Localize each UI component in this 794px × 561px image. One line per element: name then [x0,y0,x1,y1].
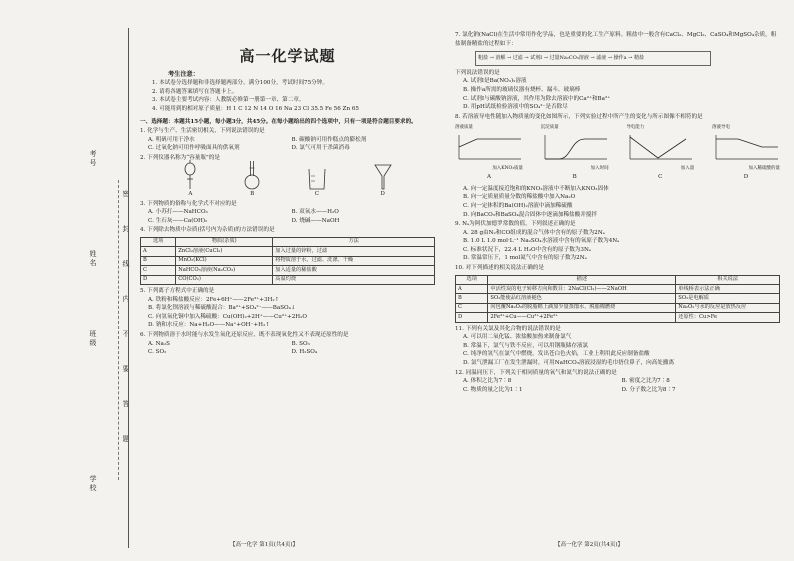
table-cell: A [456,285,488,294]
option: C. 向一定体积的Ba(OH)₂溶液中滴加稀硫酸 [463,202,573,209]
question-stem: 8. 若溶液导电性随加入物质量的变化如图所示，下列实验过程中所产生的变化与所示图像不相符的是 [455,113,703,120]
table-cell: MnO₂(KCl) [176,256,273,265]
table-row [141,247,435,256]
question-6 [140,331,435,357]
footer-left: 【高一化学 第1页(共4页)】 [230,542,299,548]
curve-plot [712,133,780,161]
table-cell: D [456,313,488,322]
mini-chart-d [712,124,780,181]
option: B. 1.0 L 1.0 mol·L⁻¹ Na₂SO₄水溶液中含有的氧原子数为4Nₐ [463,238,620,245]
question-9 [455,220,780,263]
chart-ylabel: 溶液导电 [711,125,730,131]
seal-char: 内 [122,295,130,304]
flow-step: 溶解 [495,55,506,62]
exam-title: 高一化学试题 [239,47,336,65]
seal-char: 答 [122,400,130,409]
question-stem: 11. 下列有关氯及其化合物的说法错误的是 [455,325,561,332]
label-school: 学校 [89,475,97,493]
seal-char: 密 [122,190,130,199]
left-column [140,30,435,357]
table-header: 相关说法 [676,275,780,284]
option: D. 用pH试纸检验溶液中的SO₄²⁻是否除尽 [463,104,568,111]
chart-xlabel: 加入量 [680,165,695,171]
table-row [141,266,435,275]
question-stem: 2. 下列仪器名称为“容量瓶”的是 [140,154,220,161]
option: A. Na₂S [148,340,170,347]
seal-char: 要 [122,365,130,374]
table-header-row [141,237,435,246]
section-heading: 一、选择题：本题共15小题，每小题3分，共45分。在每小题给出的四个选项中，只有一项是符合题目要求的。 [140,118,417,125]
question-stem: 10. 对下列描述的相关说法正确的是 [455,265,544,272]
table-cell: B [141,256,176,265]
option-label: B [250,190,255,197]
option: D. 氯气可用于杀菌消毒 [291,145,350,152]
flow-step: 粗盐 [478,55,489,62]
question-stem: 6. 下列物质溶于水时能与水发生氧化还原反应，既不表现氧化性又不表现还原性的是 [140,331,349,338]
chart-label: A [486,174,492,181]
right-column [455,30,780,394]
option: C. 向氢氧化铜中加入稀硫酸：Cu(OH)₂+2H⁺——Cu²⁺+2H₂O [148,313,308,320]
option: A. 可以用二氧化锰、浓盐酸加热来制备氯气 [463,334,572,341]
question-stem: 5. 下列离子方程式中正确的是 [140,287,215,294]
option: A. 小苏打——NaHCO₃ [148,209,208,216]
option: D. 钠和水反应：Na+H₂O——Na⁺+OH⁻+H₂↑ [148,322,270,329]
flow-step: 滤液 [596,55,607,62]
table-cell: NaHCO₃溶液(Na₂CO₃) [176,266,273,275]
chart-label: B [572,174,577,181]
table-cell: C [141,266,176,275]
seal-char: 线 [122,260,130,269]
question-stem: 3. 下列物质的俗称与化学式不对应的是 [140,200,237,207]
option: B. 常温下，氯气与铁不反应，可以用钢瓶储存液氯 [463,342,589,349]
question-12 [455,369,780,395]
notice-item: 4. 可能用到的相对原子质量：H 1 C 12 N 14 O 16 Na 23 Cl 35.5 Fe 56 Zn 65 [152,105,359,112]
chart-xlabel: 加入时间 [590,165,609,171]
binding-line [128,28,129,548]
option: D. 烧碱——NaOH [291,217,340,224]
option: C. 过氧化钠可用作呼吸面具的供氧剂 [148,145,240,152]
question-5 [140,287,435,330]
description-table [455,275,780,323]
chart-ylabel: 溶液质量 [455,125,473,131]
option: B. 将氯化钡溶液与稀硫酸混合：Ba²⁺+SO₄²⁻——BaSO₄↓ [148,305,296,312]
table-cell: 单线桥表示法正确 [676,285,780,294]
table-cell: CO(CO₂) [176,275,273,284]
option: A. 试剂Ⅰ是Ba(NO₃)₂溶液 [463,78,527,85]
question-ask: 下列说法错误的是 [455,69,500,76]
flow-step: 操作a [613,55,627,62]
question-stem: 12. 同温同压下，下列关于相同质量的氧气和氮气的说法正确的是 [455,369,617,376]
curve-plot [541,133,609,161]
footer-right: 【高一化学 第2页(共4页)】 [555,542,624,548]
table-cell: 高温灼烧 [273,275,435,284]
notice-item: 2. 请将各题答案填写在答题卡上。 [152,88,238,95]
notice-item: 3. 本试卷主要考试内容：人教版必修第一册第一章、第二章。 [152,97,305,104]
option: C. 物质的量之比为1∶1 [463,386,523,393]
question-11 [455,325,780,368]
table-header: 方法 [273,237,435,246]
chart-label: C [658,174,663,181]
table-cell: A [141,247,176,256]
table-header: 选项 [141,237,176,246]
question-stem: 4. 下列除去物质中杂质(括号内为杂质)的方法错误的是 [140,227,275,234]
mini-chart-c [626,124,694,181]
flow-step: 过滤 [512,55,523,62]
option-label: D [380,190,385,197]
question-stem: 9. Nₐ为阿伏加德罗常数的值，下列叙述正确的是 [455,221,576,228]
option: D. H₂SO₄ [291,349,318,356]
question-4 [140,226,435,285]
question-2 [140,154,435,199]
beaker-icon [307,168,327,190]
option: C. SO₂ [148,349,167,356]
question-7 [455,31,780,112]
question-10 [455,264,780,323]
table-cell: 将物质溶于水，过滤、洗涤、干燥 [273,256,435,265]
chart-ylabel: 导电能力 [626,125,645,131]
table-header: 选项 [456,275,488,284]
option: C. 试剂Ⅰ与碳酸钠溶液，其作用为除去溶液中的Ca²⁺和Ba²⁺ [463,95,611,102]
separatory-funnel-icon [183,160,197,190]
table-cell: B [456,294,488,303]
mini-chart-a [455,124,523,181]
table-cell: D [141,275,176,284]
option: D. 向BaCO₃和BaSO₄混合固体中逐滴加稀盐酸并搅拌 [463,211,598,218]
table-header-row [456,275,780,284]
table-row [456,294,780,303]
glassware-options [140,163,435,199]
chart-ylabel: 沉淀质量 [540,125,559,131]
curve-plot [455,133,523,161]
table-row [141,275,435,284]
table-row [456,313,780,322]
question-3 [140,200,435,226]
option: D. 氯气泄漏工厂在发生泄漏时，可用NaHCO₃溶液浸湿的毛巾捂住鼻子，向高处撤离 [463,360,675,367]
table-cell: ZnCl₂溶液(CuCl₂) [176,247,273,256]
question-stem: 7. 氯化钠(NaCl)在生活中常用作化学品，也是重要的化工生产原料。粗盐中一般含有CaCl₂、MgCl₂、CaSO₄和MgSO₄杂质，粗盐制备精盐的过程如下： [455,32,777,47]
label-name: 姓名 [89,250,97,268]
impurity-table [140,237,435,285]
table-cell: 加入过量的锌粉，过滤 [273,247,435,256]
flow-step: 试剂Ⅰ [530,55,543,62]
curve-plot [626,133,694,161]
volumetric-flask-icon [244,160,260,190]
option: B. 操作a所需的玻璃仪器有烧杯、漏斗、玻璃棒 [463,86,581,93]
table-cell: 向包覆Na₂O₂的脱脂棉上滴加少量蒸馏水，脱脂棉燃烧 [488,303,676,312]
chart-xlabel: 加入KNO₃质量 [492,165,523,171]
table-row [456,285,780,294]
table-cell: C [456,303,488,312]
table-cell: 2Fe³⁺+Cu——Cu²⁺+2Fe²⁺ [488,313,676,322]
q8-charts [455,124,780,181]
option: C. 标准状况下，22.4 L H₂O中含有的原子数为3Nₐ [463,246,591,253]
funnel-icon [374,164,392,190]
table-cell: 中活性炭的电子转移方向和数目：2NaCl(Cl₂)——2NaOH [488,285,676,294]
option: D. 分子数之比为8∶7 [621,386,676,393]
table-header: 描述 [488,275,676,284]
option: B. SO₃ [291,340,310,347]
seal-char: 题 [122,435,130,444]
seal-char: 封 [122,225,130,234]
option: B. 密度之比为7∶8 [621,378,670,385]
table-cell: SO₂是电解质 [676,294,780,303]
option: A. 铁粉和稀盐酸反应：2Fe+6H⁺——2Fe³⁺+3H₂↑ [148,296,280,303]
purification-flowchart: 粗盐 → 溶解 → 过滤 → 试剂Ⅰ → 过量Na₂CO₃溶液 → 滤液 → 操作a → 精盐 [475,51,711,66]
flow-step: 过量Na₂CO₃溶液 [549,55,589,62]
label-exam-number: 考号 [89,150,97,168]
table-cell: 还原性：Cu>Fe [676,313,780,322]
notice-heading: 考生注意： [168,70,199,78]
table-cell: SO₂能使品红溶液褪色 [488,294,676,303]
table-row [456,303,780,312]
option: A. 体积之比为7∶8 [463,378,512,385]
table-row [141,256,435,265]
notice-list [152,79,435,113]
option: C. 生石灰——Ca(OH)₂ [148,217,208,224]
notice-item: 1. 本试卷分选择题和非选择题两部分。满分100分，考试时间75分钟。 [152,80,328,87]
chart-xlabel: 加入稀硫酸的量 [748,165,780,171]
table-cell: 加入适量的稀盐酸 [273,266,435,275]
option: B. 碳酸钠可用作糕点的膨松剂 [291,136,367,143]
seal-char: 不 [122,330,130,339]
binding-strip [0,0,130,561]
question-1 [140,127,435,153]
table-cell: Na₂O₂与水的反应是放热反应 [676,303,780,312]
question-8 [455,113,780,219]
option: A. 明矾可用于净水 [148,136,195,143]
seal-dash-line [118,180,119,480]
mini-chart-b [541,124,609,181]
table-header: 物质(杂质) [176,237,273,246]
label-class: 班级 [89,330,97,348]
question-stem: 1. 化学与生产、生活密切相关，下列说法错误的是 [140,128,265,135]
option: A. 向一定温度接近饱和的KNO₃溶液中不断加入KNO₃固体 [463,185,609,192]
flow-step: 精盐 [633,55,644,62]
option: C. 纯净的氢气在氯气中燃烧，发出苍白色火焰，工业上利用此反应制备盐酸 [463,351,650,358]
chart-label: D [743,174,749,181]
option-label: C [314,190,320,197]
option-label: A [188,190,193,197]
option: B. 双氧水——H₂O [291,209,339,216]
option: A. 28 g由N₂和CO组成的混合气体中含有的原子数为2Nₐ [463,229,605,236]
option: B. 向一定质量质量分数的稀盐酸中加入Na₂O [463,194,576,201]
option: D. 常温常压下，1 mol氦气中含有的原子数为2Nₐ [463,255,587,262]
